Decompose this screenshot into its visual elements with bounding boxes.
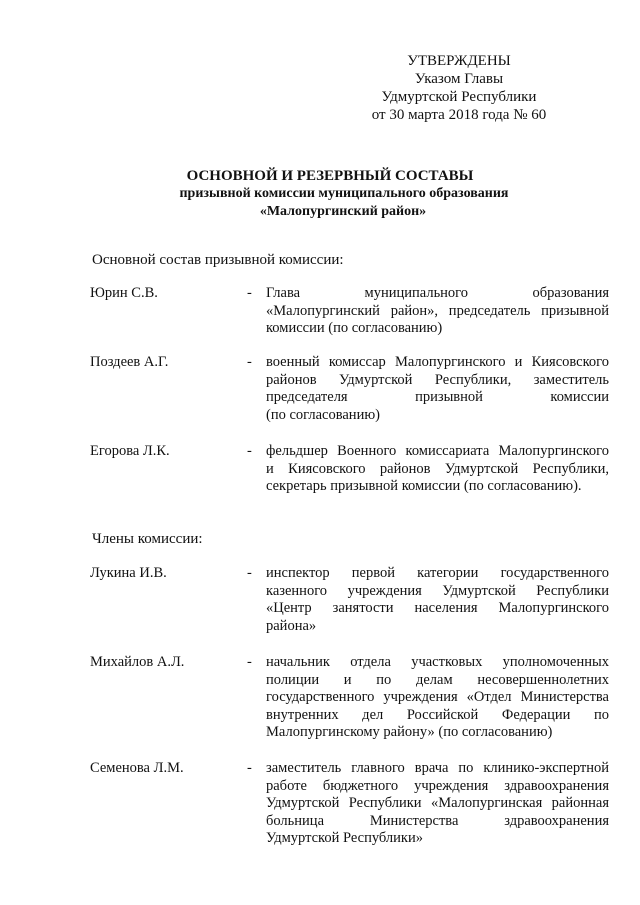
role-line: «Малопургинский район», председатель призывной (266, 302, 609, 319)
role-line: государственного учреждения «Отдел Министерства (266, 689, 609, 706)
role-line: секретарь призывной комиссии (по согласованию). (266, 478, 582, 495)
main-section-heading: Основной состав призывной комиссии: (92, 252, 344, 268)
role-line: комиссии (по согласованию) (266, 320, 443, 337)
role-line: Малопургинскому району» (по согласованию) (266, 724, 553, 741)
role-line: больница Министерства здравоохранения (266, 812, 609, 829)
member-dash: - (247, 760, 252, 776)
role-line: Удмуртской Республики» (266, 830, 423, 847)
role-line: и Киясовского районов Удмуртской Республики, (266, 460, 609, 477)
member-dash: - (247, 354, 252, 370)
role-line: работе бюджетного учреждения здравоохранения (266, 777, 609, 794)
role-line: казенного учреждения Удмуртской Республики (266, 582, 609, 599)
role-line: Удмуртской Республики «Малопургинская районная (266, 795, 609, 812)
document-title (0, 167, 640, 221)
title-line-3: «Малопургинский район» (259, 204, 427, 219)
role-line: начальник отдела участковых уполномоченных (266, 654, 609, 670)
approval-stamp (330, 52, 588, 124)
member-dash: - (247, 654, 252, 670)
member-name: Лукина И.В. (90, 565, 167, 581)
approval-line-1: УТВЕРЖДЕНЫ (407, 53, 511, 69)
member-dash: - (247, 565, 252, 581)
member-name: Юрин С.В. (90, 285, 158, 301)
approval-line-4: от 30 марта 2018 года № 60 (371, 107, 547, 123)
role-line: председателя призывной комиссии (266, 389, 609, 406)
title-line-1: ОСНОВНОЙ И РЕЗЕРВНЫЙ СОСТАВЫ (186, 168, 474, 184)
member-role (266, 565, 609, 635)
role-line: инспектор первой категории государственного (266, 565, 609, 581)
role-line: фельдшер Военного комиссариата Малопургинского (266, 443, 609, 459)
members-section-heading: Члены комиссии: (92, 531, 203, 547)
member-role (266, 654, 609, 742)
role-line: района» (266, 617, 317, 634)
member-role (266, 443, 609, 496)
role-line: Глава муниципального образования (266, 285, 609, 301)
member-role (266, 760, 609, 848)
role-line: (по согласованию) (266, 406, 380, 423)
approval-line-3: Удмуртской Республики (381, 89, 537, 105)
member-name: Егорова Л.К. (90, 443, 170, 459)
role-line: военный комиссар Малопургинского и Киясовского (266, 354, 609, 370)
approval-line-2: Указом Главы (414, 71, 504, 87)
role-line: «Центр занятости населения Малопургинского (266, 600, 609, 617)
member-dash: - (247, 443, 252, 459)
role-line: заместитель главного врача по клинико-экспертной (266, 760, 609, 776)
member-name: Михайлов А.Л. (90, 654, 185, 670)
member-name: Поздеев А.Г. (90, 354, 169, 370)
member-dash: - (247, 285, 252, 301)
member-role (266, 354, 609, 424)
member-role (266, 285, 609, 338)
role-line: внутренних дел Российской Федерации по (266, 706, 609, 723)
role-line: районов Удмуртской Республики, заместитель (266, 371, 609, 388)
title-line-2: призывной комиссии муниципального образования (179, 186, 509, 201)
member-name: Семенова Л.М. (90, 760, 184, 776)
role-line: полиции и по делам несовершеннолетних (266, 671, 609, 688)
